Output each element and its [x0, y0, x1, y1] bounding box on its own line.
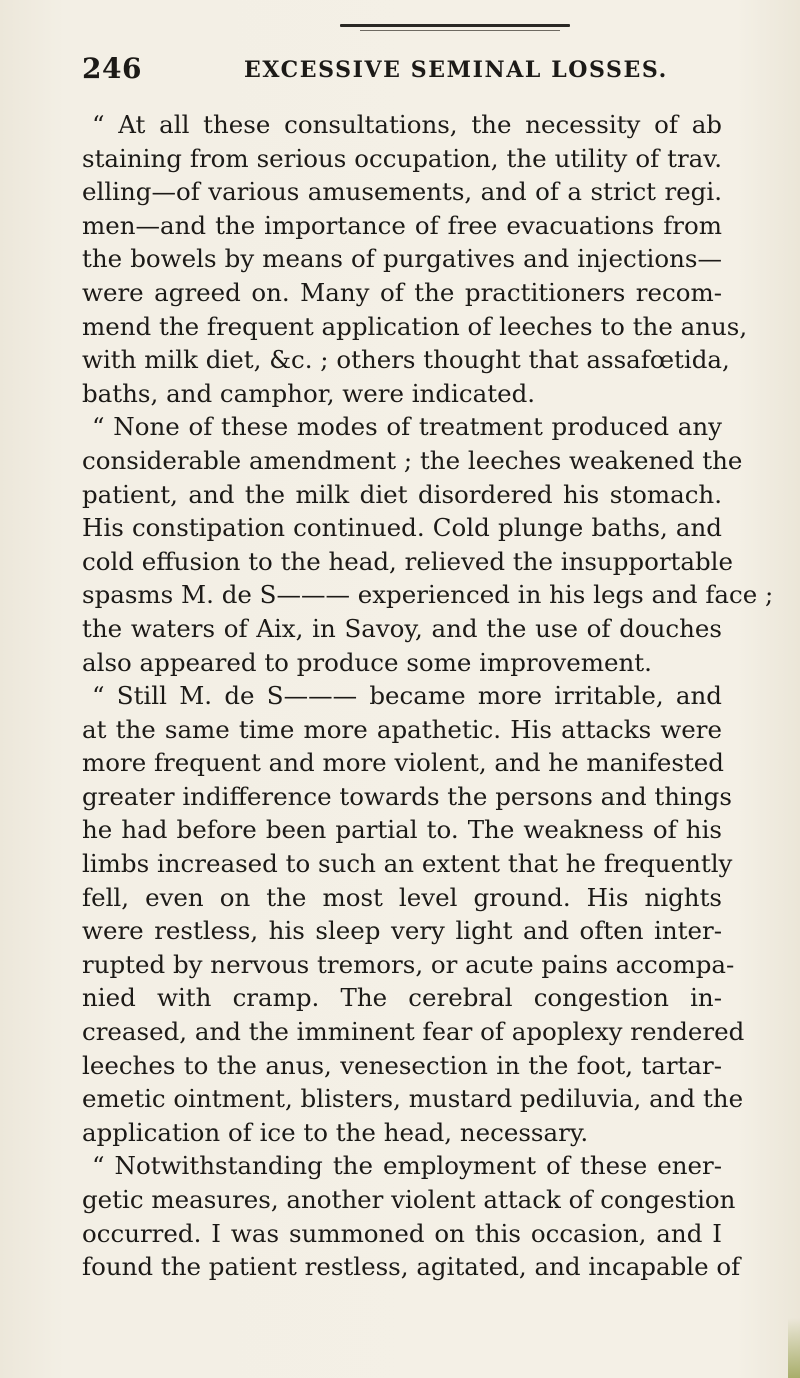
page-number: 246 — [82, 52, 142, 85]
text-line: getic measures, another violent attack of congestion — [82, 1185, 736, 1214]
text-line: more frequent and more violent, and he manifested — [82, 748, 724, 778]
text-line: also appeared to produce some improvement. — [82, 647, 652, 677]
body-text — [82, 108, 774, 1284]
text-line: with milk diet, &c. ; others thought that assafœtida, — [82, 345, 730, 375]
text-line: emetic ointment, blisters, mustard pediluvia, and the — [82, 1084, 744, 1114]
text-line: men—and the importance of free evacuations from — [82, 210, 722, 240]
text-line: the waters of Aix, in Savoy, and the use of douches — [82, 613, 722, 643]
page-edge-stain — [788, 1318, 800, 1378]
text-line: mend the frequent application of leeches to the anus, — [82, 311, 748, 341]
text-line: nied with cramp. The cerebral congestion in- — [82, 983, 722, 1013]
text-line: limbs increased to such an extent that he frequently — [82, 849, 733, 879]
text-line: spasms M. de S——— experienced in his legs and face ; — [82, 580, 774, 610]
text-line: occurred. I was summoned on this occasion, and I — [82, 1218, 722, 1248]
text-line: considerable amendment ; the leeches weakened the — [82, 445, 743, 475]
text-line: the bowels by means of purgatives and injections— — [82, 244, 722, 274]
top-rule-thin — [360, 30, 560, 31]
text-line: leeches to the anus, venesection in the foot, tartar- — [82, 1050, 722, 1080]
text-line: fell, even on the most level ground. His nights — [82, 882, 722, 912]
text-line: were agreed on. Many of the practitioners recom- — [82, 277, 722, 307]
text-line: “ Notwithstanding the employment of these ener- — [92, 1151, 722, 1181]
text-line: His constipation continued. Cold plunge baths, and — [82, 513, 722, 543]
text-line: elling—of various amusements, and of a strict regi. — [82, 177, 722, 207]
text-line: “ None of these modes of treatment produced any — [92, 412, 722, 442]
text-line: staining from serious occupation, the utility of trav. — [82, 143, 722, 173]
text-line: at the same time more apathetic. His attacks were — [82, 714, 722, 744]
page-header — [82, 52, 722, 92]
text-line: “ Still M. de S——— became more irritable, and — [92, 681, 722, 711]
text-line: “ At all these consultations, the necessity of ab — [92, 110, 722, 139]
top-rule — [340, 24, 570, 27]
running-head: EXCESSIVE SEMINAL LOSSES. — [244, 57, 668, 83]
text-line: patient, and the milk diet disordered his stomach. — [82, 479, 722, 509]
text-line: were restless, his sleep very light and often inter- — [82, 916, 722, 946]
text-line: greater indifference towards the persons and things — [82, 781, 732, 811]
text-line: application of ice to the head, necessary. — [82, 1117, 589, 1147]
text-line: found the patient restless, agitated, and incapable of — [82, 1252, 741, 1282]
text-line: he had before been partial to. The weakness of his — [82, 815, 722, 845]
text-line: baths, and camphor, were indicated. — [82, 378, 536, 408]
text-line: rupted by nervous tremors, or acute pains accompa- — [82, 949, 735, 979]
text-line: creased, and the imminent fear of apoplexy rendered — [82, 1017, 745, 1047]
text-line: cold effusion to the head, relieved the insupportable — [82, 546, 733, 576]
